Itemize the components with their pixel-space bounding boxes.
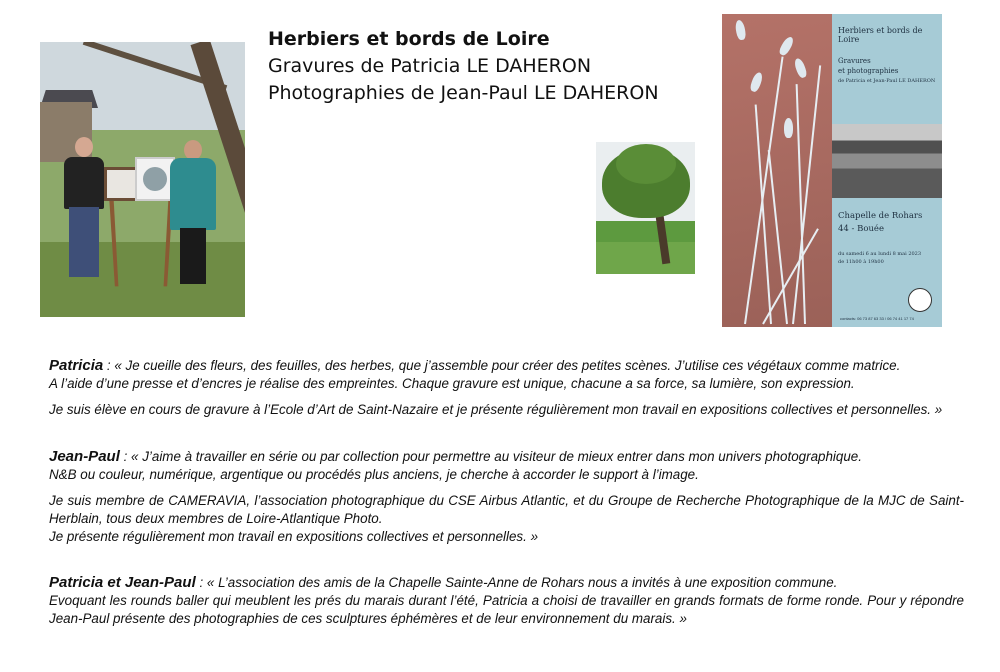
patricia-statement: Patricia : « Je cueille des fleurs, des feuilles, des herbes, que j’assemble pour créer des petites scènes. J’utilise ces végétaux comme matrice. A l’aide d’une presse et d’encres je réalise des empreintes. Chaque gravure est unique, chacune a sa force, sa lumière, son expression. Je suis élève en cours de gravure à l’Ecole d’Art de Saint-Nazaire et je présente régulièrement mon travail en expositions collectives et personnelles. » (49, 357, 943, 417)
poster-venue: Chapelle de Rohars 44 - Bouée (838, 211, 923, 234)
photo-man (60, 137, 108, 317)
page-header (268, 26, 659, 107)
poster-contact: contacts: 06 73 87 63 33 / 06 74 41 17 74 (840, 316, 914, 321)
poster-logo (908, 288, 932, 312)
poster-dates: du samedi 6 au lundi 8 mai 2023 de 11h00 à 19h00 (838, 251, 922, 265)
speaker-jeanpaul: Jean-Paul (49, 448, 120, 465)
exhibition-poster (722, 14, 942, 327)
subtitle-engravings: Gravures de Patricia LE DAHERON (268, 55, 592, 77)
tree-photo (596, 142, 695, 274)
jeanpaul-statement: Jean-Paul : « J’aime à travailler en série ou par collection pour permettre au visiteur de mieux entrer dans mon univers photographique. N&B ou couleur, numérique, argentique ou procédés plus anciens, je cherche à accorder le support à l’image. Je suis membre de CAMERAVIA, l’association photographique du CSE Airbus Atlantic, et du Groupe de Recherche Photographique de la MJC de Saint-Herblain, tous deux membres de Loire-Atlantique Photo. Je présente régulièrement mon travail en expositions collectives et personnelles. » (49, 448, 964, 544)
subtitle-photographs: Photographies de Jean-Paul LE DAHERON (268, 82, 659, 104)
poster-title: Herbiers et bords de Loire (838, 26, 923, 44)
poster-engraving (722, 14, 832, 327)
photo-easel (108, 187, 173, 287)
artists-photo (40, 42, 245, 317)
joint-statement: Patricia et Jean-Paul : « L’association des amis de la Chapelle Sainte-Anne de Rohars nous a invités à une exposition commune. Evoquant les rounds baller qui meublent les prés du marais durant l’été, Patricia a choisi de travailler en grands formats de forme ronde. Pour y répondre Jean-Paul présente des photographies de ces sculptures éphémères et de leur environnement du marais. » (49, 574, 964, 626)
page-title: Herbiers et bords de Loire (268, 28, 550, 50)
speaker-patricia: Patricia (49, 357, 104, 374)
poster-subtitle: Gravures et photographies de Patricia et Jean-Paul LE DAHERON (838, 57, 936, 84)
speaker-both: Patricia et Jean-Paul (49, 574, 196, 591)
poster-marsh-photo (832, 124, 942, 198)
photo-woman (168, 140, 218, 317)
